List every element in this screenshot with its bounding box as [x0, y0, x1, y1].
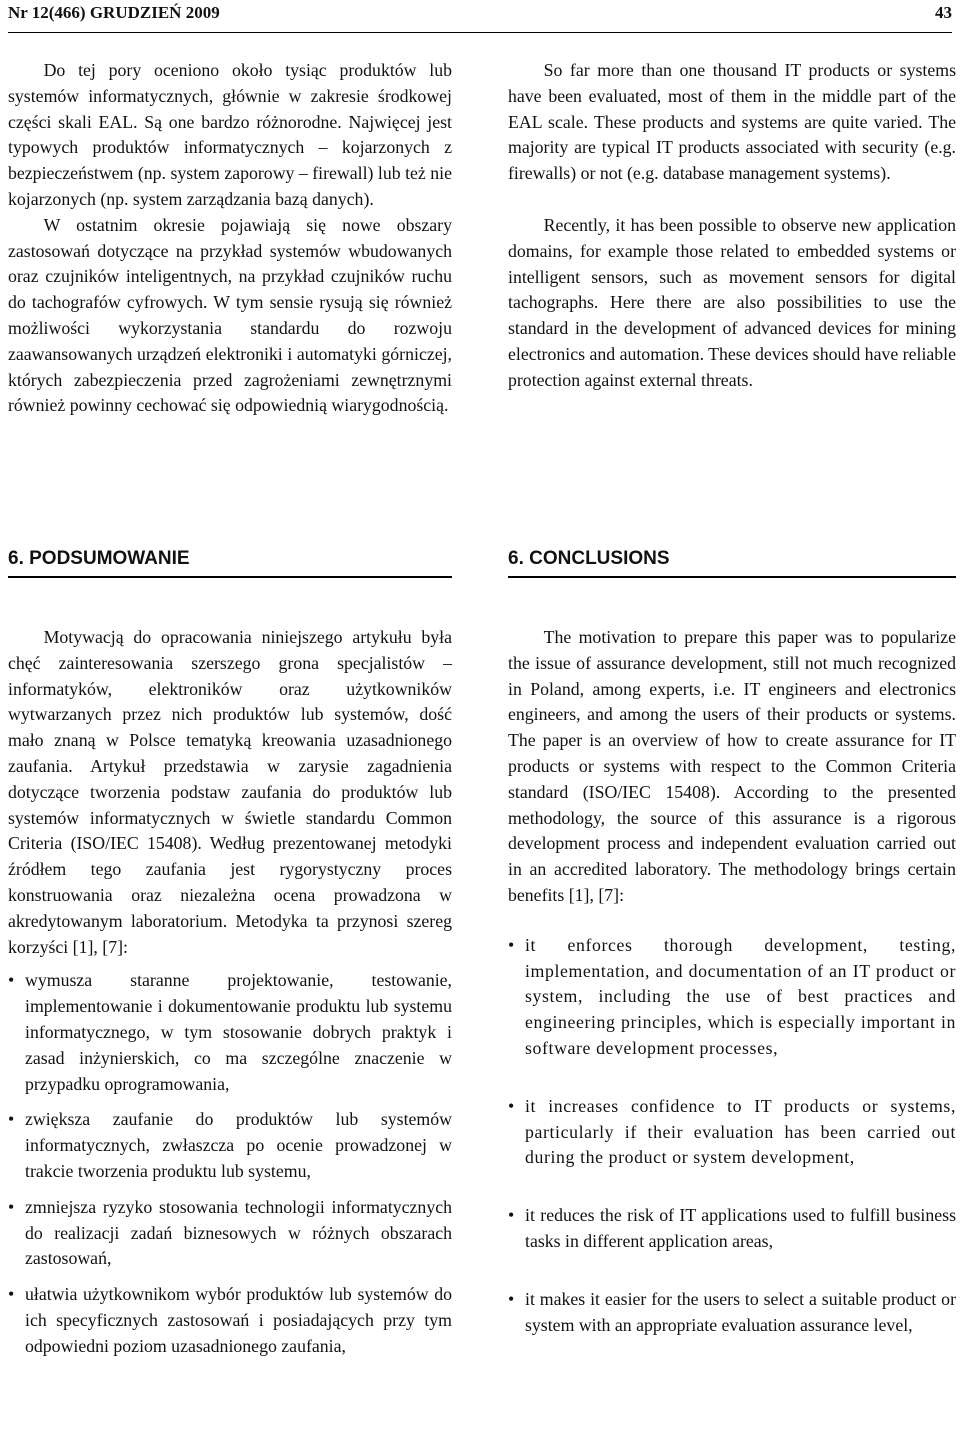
section-heading-pl [8, 546, 452, 578]
bullet-icon: • [508, 1095, 515, 1116]
page-header [8, 0, 952, 33]
list-item-text: it enforces thorough development, testing, implementation, and documentation of an IT product or system, including the use of best practices and engineering principles, which is especially important in software development processes, [525, 934, 956, 1058]
list-item-text: wymusza staranne projektowanie, testowanie, implementowanie i dokumentowanie produktu lub systemu informatycznego, w tym stosowanie dobrych praktyk i zasad inżynierskich, co ma szczególne znaczenie w przypadku oprogramowania, [25, 970, 452, 1094]
list-item [508, 1094, 956, 1171]
bullet-icon: • [508, 1288, 515, 1309]
list-item-text: zwiększa zaufanie do produktów lub systemów informatycznych, zwłaszcza po ocenie prowadzonej w trakcie tworzenia produktu lub systemu, [25, 1109, 452, 1181]
list-item [8, 1282, 452, 1359]
journal-issue: Nr 12(466) GRUDZIEŃ 2009 [8, 3, 220, 22]
bullet-icon: • [508, 1205, 515, 1226]
paragraph: Recently, it has been possible to observe new application domains, for example those related to embedded systems or intelligent sensors, such as movement sensors for digital tachographs. Here there are also possibilities to use the standard in the development of advanced devices for mining electronics and automation. These devices should have reliable protection against external threats. [508, 214, 956, 390]
bullet-icon: • [8, 970, 15, 991]
list-item-text: it makes it easier for the users to select a suitable product or system with an appropriate evaluation assurance level, [525, 1288, 956, 1335]
section-heading-en-text: 6. CONCLUSIONS [508, 548, 670, 569]
list-item-text: zmniejsza ryzyko stosowania technologii informatycznych do realizacji zadań biznesowych w różnych obszarach zastosowań, [25, 1196, 452, 1269]
benefits-list-en [508, 933, 956, 1339]
list-item [508, 933, 956, 1062]
paragraph: So far more than one thousand IT products or systems have been evaluated, most of them in the middle part of the EAL scale. These products and systems are quite varied. The majority are typical IT products associated with security (e.g. firewalls) or not (e.g. database management systems). [508, 60, 956, 184]
bottom-right-column [508, 625, 956, 1338]
paragraph: W ostatnim okresie pojawiają się nowe obszary zastosowań dotyczące na przykład systemów wbudowanych oraz czujników inteligentnych, na przykład czujników ruchu do tachografów cyfrowych. W tym sensie rysują się również możliwości wykorzystania standardu do rozwoju zaawansowanych urządzeń elektroniki i automatyki górniczej, których zabezpieczenia przed zagrożeniami zewnętrznymi również powinny cechować się odpowiednią wiarygodnością. [8, 214, 452, 416]
page-number: 43 [935, 3, 952, 22]
bullet-icon: • [8, 1284, 15, 1305]
bullet-icon: • [8, 1196, 15, 1217]
paragraph: Motywacją do opracowania niniejszego artykułu była chęć zainteresowania szerszego grona specjalistów – informatyków, elektroników oraz użytkowników wytwarzanych przez nich produktów lub systemów, dość mało znaną w Polsce tematyką kreowania uzasadnionego zaufania. Artykuł przedstawia w zarysie zagadnienia dotyczące tworzenia podstaw zaufania do produktów lub systemów informatycznych w świetle standardu Common Criteria (ISO/IEC 15408). Według prezentowanej metodyki źródłem tego zaufania jest rygorystyczny proces konstruowania oraz niezależna ocena prowadzona w akredytowanym laboratorium. Metodyka ta przynosi szereg korzyści [1], [7]: [8, 627, 452, 957]
benefits-list-pl [8, 968, 452, 1359]
list-item [508, 1203, 956, 1255]
top-right-column [508, 58, 956, 394]
list-item [8, 1195, 452, 1272]
list-item-text: ułatwia użytkownikom wybór produktów lub systemów do ich specyficznych zastosowań i posiadających przy tym odpowiedni poziom uzasadnionego zaufania, [25, 1284, 452, 1356]
paragraph: Do tej pory oceniono około tysiąc produktów lub systemów informatycznych, głównie w zakresie środkowej części skali EAL. Są one bardzo różnorodne. Najwięcej jest typowych produktów informatycznych – kojarzonych z bezpieczeństwem (np. system zaporowy – firewall) lub też nie kojarzonych (np. system zarządzania bazą danych). [8, 60, 452, 209]
bullet-icon: • [508, 934, 515, 955]
top-left-column [8, 58, 452, 419]
section-heading-pl-text: 6. PODSUMOWANIE [8, 548, 190, 569]
list-item-text: it increases confidence to IT products or systems, particularly if their evaluation has been carried out during the product or system development, [525, 1095, 956, 1168]
list-item-text: it reduces the risk of IT applications used to fulfill business tasks in different application areas, [525, 1205, 956, 1251]
paragraph: The motivation to prepare this paper was to popularize the issue of assurance development, still not much recognized in Poland, among experts, i.e. IT engineers and electronics engineers, and among the users of their products or systems. The paper is an overview of how to create assurance for IT products or systems with respect to the Common Criteria standard (ISO/IEC 15408). According to the presented methodology, the source of this assurance is a rigorous development process and independent evaluation carried out in an accredited laboratory. The methodology brings certain benefits [1], [7]: [508, 627, 956, 905]
bottom-left-column [8, 625, 452, 1360]
section-heading-en [508, 546, 956, 578]
list-item [8, 1107, 452, 1184]
list-item [8, 968, 452, 1097]
list-item [508, 1287, 956, 1339]
bullet-icon: • [8, 1109, 15, 1130]
